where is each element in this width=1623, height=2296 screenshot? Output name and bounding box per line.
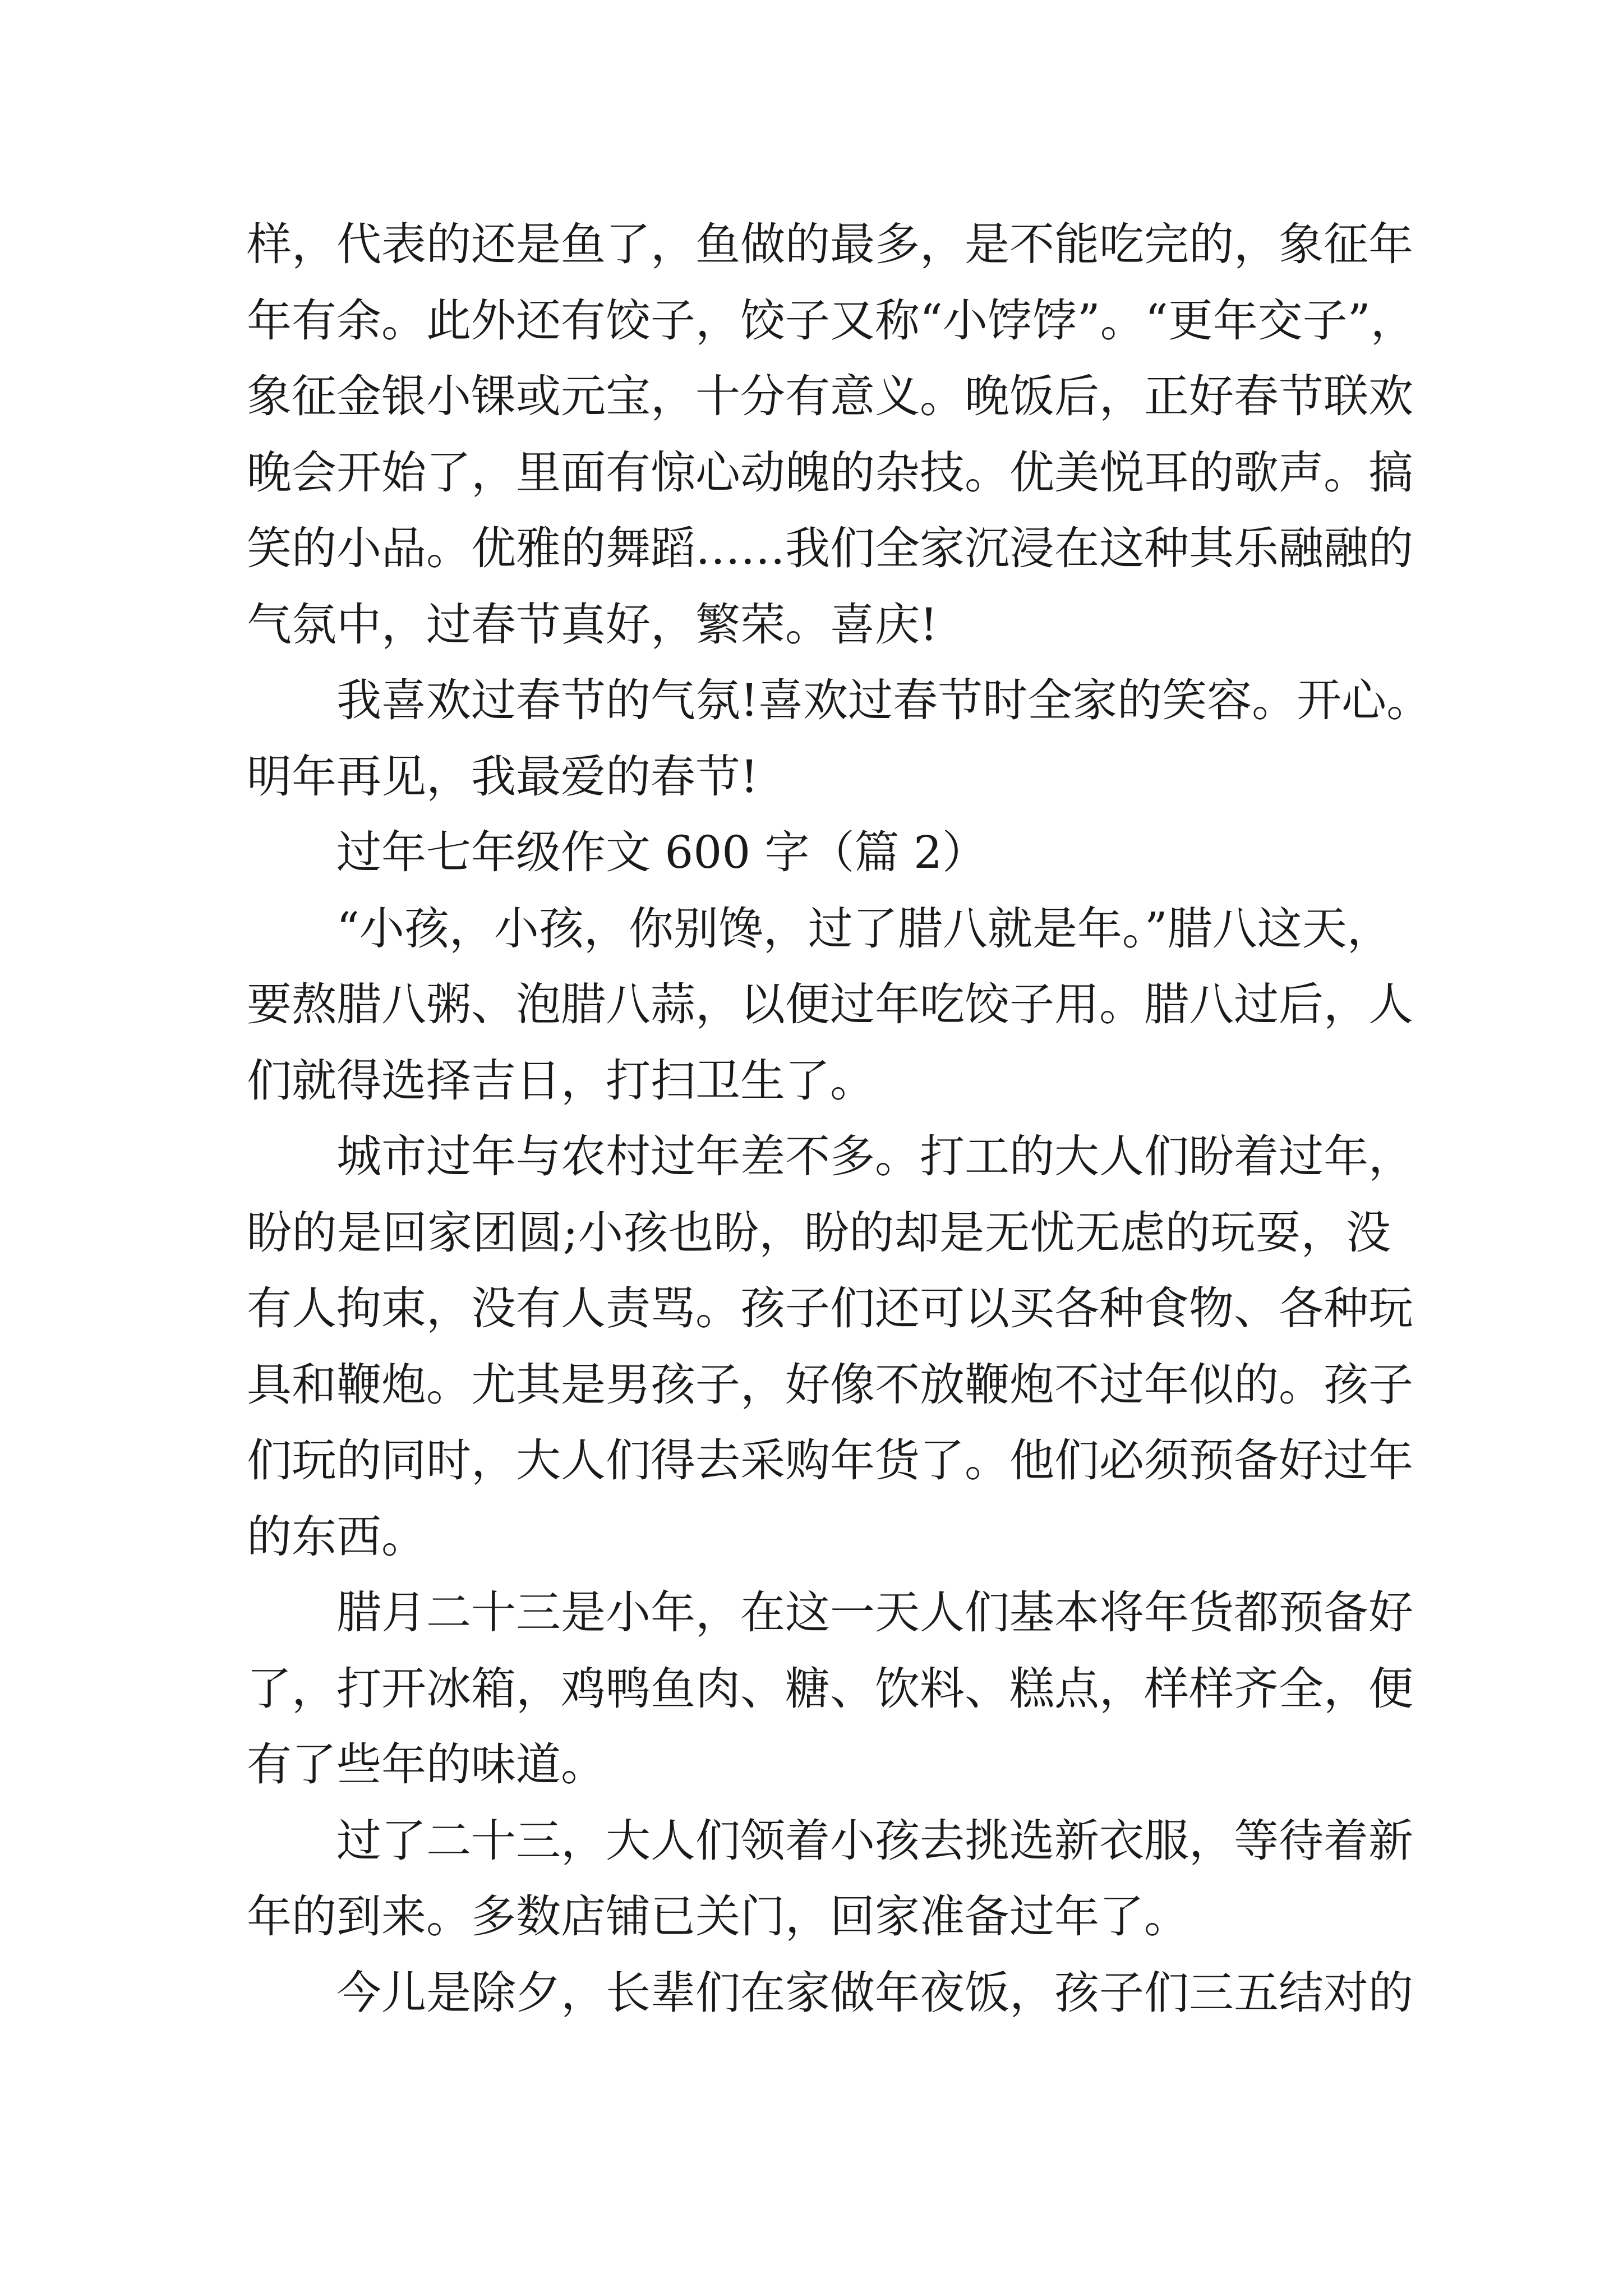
- text-line: 样，代表的还是鱼了，鱼做的最多，是不能吃完的，象征年: [247, 218, 1413, 270]
- text-line: 年有余。此外还有饺子，饺子又称“小饽饽”。“更年交子”，: [247, 294, 1415, 347]
- text-line: 笑的小品。优雅的舞蹈……我们全家沉浸在这种其乐融融的: [247, 522, 1413, 574]
- text-line: 有了些年的味道。: [247, 1738, 606, 1791]
- text-line: 的东西。: [247, 1510, 426, 1563]
- text-line: 们玩的同时，大人们得去采购年货了。他们必须预备好过年: [247, 1434, 1413, 1487]
- text-line: 有人拘束，没有人责骂。孩子们还可以买各种食物、各种玩: [247, 1282, 1413, 1335]
- text-line: 明年再见，我最爱的春节!: [247, 750, 759, 803]
- text-line: 过了二十三，大人们领着小孩去挑选新衣服，等待着新: [336, 1814, 1413, 1867]
- text-line: 腊月二十三是小年，在这一天人们基本将年货都预备好: [336, 1586, 1413, 1639]
- text-line: 过年七年级作文 600 字（篇 2）: [336, 826, 987, 878]
- text-line: 了，打开冰箱，鸡鸭鱼肉、糖、饮料、糕点，样样齐全，便: [247, 1662, 1413, 1715]
- text-line: 象征金银小锞或元宝，十分有意义。晚饭后，正好春节联欢: [247, 370, 1413, 422]
- text-line: 盼的是回家团圆;小孩也盼，盼的却是无忧无虑的玩耍，没: [247, 1206, 1391, 1259]
- text-line: 城市过年与农村过年差不多。打工的大人们盼着过年，: [336, 1130, 1413, 1182]
- text-line: 要熬腊八粥、泡腊八蒜，以便过年吃饺子用。腊八过后，人: [247, 978, 1413, 1030]
- text-line: 具和鞭炮。尤其是男孩子，好像不放鞭炮不过年似的。孩子: [247, 1358, 1413, 1411]
- text-line: “小孩，小孩，你别馋，过了腊八就是年。”腊八这天，: [336, 902, 1392, 955]
- document-body: [247, 206, 1432, 2031]
- text-line: 我喜欢过春节的气氛!喜欢过春节时全家的笑容。开心。: [336, 674, 1432, 726]
- text-line: 今儿是除夕，长辈们在家做年夜饭，孩子们三五结对的: [336, 1966, 1413, 2019]
- text-line: 晚会开始了，里面有惊心动魄的杂技。优美悦耳的歌声。搞: [247, 446, 1413, 499]
- text-line: 气氛中，过春节真好，繁荣。喜庆!: [247, 598, 938, 651]
- text-line: 们就得选择吉日，打扫卫生了。: [247, 1054, 875, 1107]
- text-line: 年的到来。多数店铺已关门，回家准备过年了。: [247, 1890, 1189, 1943]
